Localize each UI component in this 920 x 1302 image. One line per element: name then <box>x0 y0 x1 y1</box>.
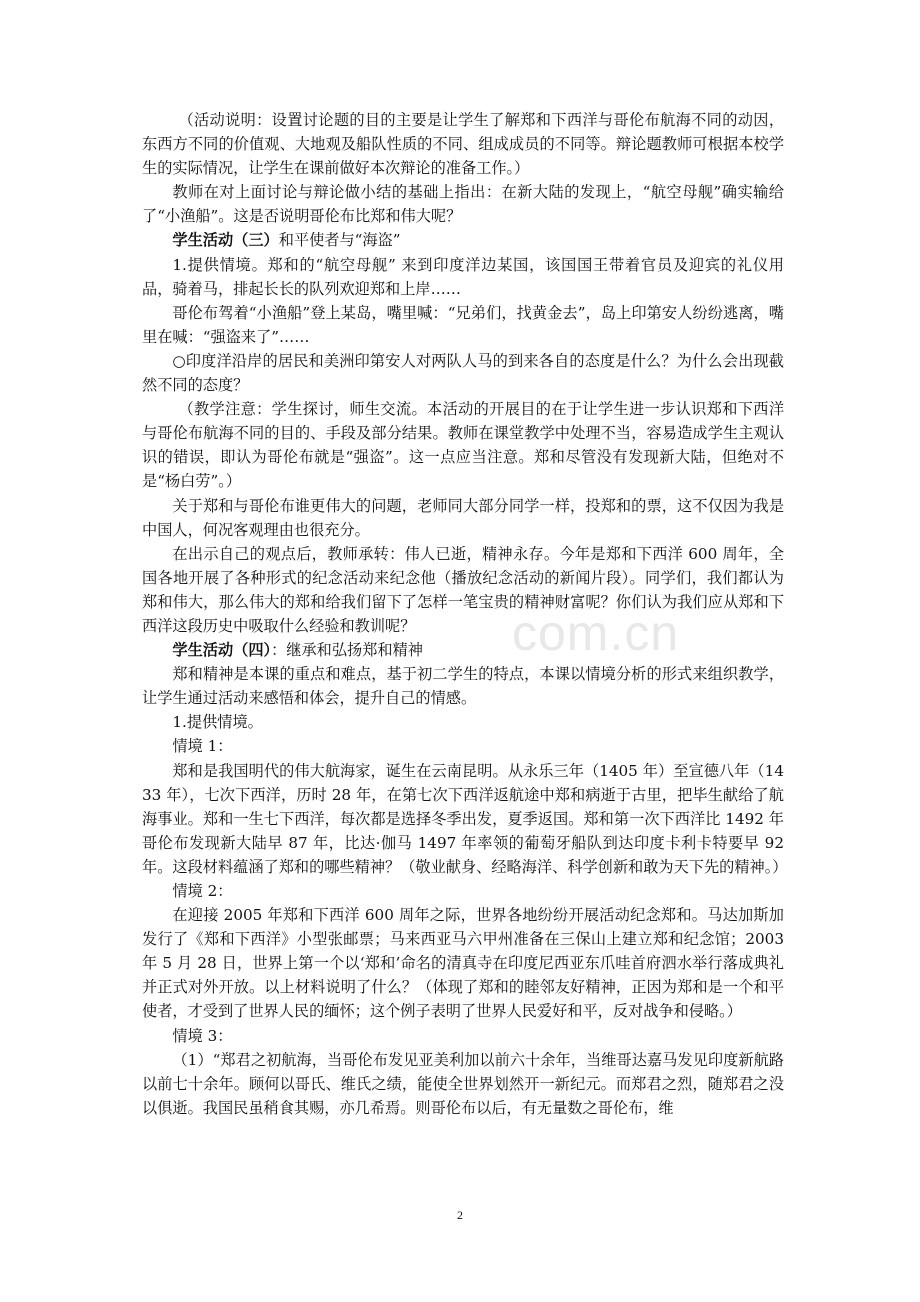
section-heading-bold: 学生活动（三） <box>172 231 279 250</box>
teaching-note-paragraph: （教学注意：学生探讨，师生交流。本活动的开展目的在于让学生进一步认识郑和下西洋与哥伦布航海不同的目的、手段及部分结果。教师在课堂教学中处理不当，容易造成学生主观认识的错误，即认为哥伦布就是“强盗”。这一点应当注意。郑和尽管没有发现新大陆，但绝对不是“杨白劳”。） <box>142 400 784 491</box>
body-paragraph: 郑和是我国明代的伟大航海家，诞生在云南昆明。从永乐三年（1405 年）至宣德八年（1433 年），七次下西洋，历时 28 年，在第七次下西洋返航途中郑和病逝于古里，把毕生献给了航海事业。郑和一生七下西洋，每次都是选择冬季出发，夏季返国。郑和第一次下西洋比 1492 年哥伦布发现新大陆早 87 年，比达·伽马 1497 年率领的葡萄牙船队到达印度卡利卡特要早 92 年。这段材料蕴涵了郑和的哪些精神？（敬业献身、经略海洋、科学创新和敢为天下先的精神。） <box>142 761 788 876</box>
body-paragraph: 教师在对上面讨论与辩论做小结的基础上指出：在新大陆的发现上，“航空母舰”确实输给了“小渔船”。这是否说明哥伦布比郑和伟大呢？ <box>142 183 784 226</box>
body-paragraph: 在出示自己的观点后，教师承转：伟人已逝，精神永存。今年是郑和下西洋 600 周年，全国各地开展了各种形式的纪念活动来纪念他（播放纪念活动的新闻片段）。同学们，我们都认为郑和伟大，那么伟大的郑和给我们留下了怎样一笔宝贵的精神财富呢？你们认为我们应从郑和下西洋这段历史中吸取什么经验和教训呢？ <box>142 544 784 635</box>
section-heading-activity-3 <box>142 228 784 252</box>
scenario-label: 情境 1： <box>172 737 233 756</box>
scenario-label: 情境 2： <box>172 882 233 900</box>
section-heading-bold: 学生活动（四） <box>172 641 272 660</box>
scenario-label: 情境 3： <box>172 1026 233 1045</box>
body-paragraph: 1.提供情境。 <box>172 713 263 732</box>
body-paragraph: 在迎接 2005 年郑和下西洋 600 周年之际，世界各地纷纷开展活动纪念郑和。马达加斯加发行了《郑和下西洋》小型张邮票；马来西亚马六甲州准备在三保山上建立郑和纪念馆；2003 年 5 月 28 日，世界上第一个以‘郑和’命名的清真寺在印度尼西亚东爪哇首府泗水举行落成典礼并正式对外开放。以上材料说明了什么？（体现了郑和的睦邻友好精神，正因为郑和是一个和平使者，才受到了世界人民的缅怀；这个例子表明了世界人民爱好和平，反对战争和侵略。） <box>142 906 784 1021</box>
section-heading-text: ：继承和弘扬郑和精神 <box>271 641 423 660</box>
page-number: 2 <box>457 1208 463 1222</box>
quote-paragraph: （1）“郑君之初航海，当哥伦布发见亚美利加以前六十余年，当维哥达嘉马发见印度新航路以前七十余年。顾何以哥氏、维氏之绩，能使全世界划然开一新纪元。而郑君之烈，随郑君之没以俱逝。我国民虽稍食其赐，亦几希焉。则哥伦布以后，有无量数之哥伦布，维 <box>142 1050 784 1117</box>
body-paragraph: 哥伦布驾着“小渔船”登上某岛，嘴里喊：“兄弟们，找黄金去”，岛上印第安人纷纷逃离，嘴里在喊：“强盗来了”…… <box>142 303 784 346</box>
watermark: com.cn <box>512 605 680 661</box>
body-paragraph: 1.提供情境。郑和的“航空母舰” 来到印度洋边某国，该国国王带着官员及迎宾的礼仪用品，骑着马，排起长长的队列欢迎郑和上岸…… <box>142 255 784 298</box>
body-paragraph: 关于郑和与哥伦布谁更伟大的问题，老师同大部分同学一样，投郑和的票，这不仅因为我是中国人，何况客观理由也很充分。 <box>142 496 784 539</box>
document-body <box>142 108 788 1120</box>
question-paragraph: ○印度洋沿岸的居民和美洲印第安人对两队人马的到来各自的态度是什么？为什么会出现截然不同的态度？ <box>142 351 784 395</box>
section-heading-activity-4 <box>142 638 784 662</box>
section-heading-text: 和平使者与“海盗” <box>278 231 401 250</box>
activity-note-paragraph: （活动说明：设置讨论题的目的主要是让学生了解郑和下西洋与哥伦布航海不同的动因，东西方不同的价值观、大地观及船队性质的不同、组成成员的不同等。辩论题教师可根据本校学生的实际情况，让学生在课前做好本次辩论的准备工作。） <box>142 111 784 178</box>
body-paragraph: 郑和精神是本课的重点和难点，基于初二学生的特点，本课以情境分析的形式来组织教学，让学生通过活动来感悟和体会，提升自己的情感。 <box>142 665 784 708</box>
